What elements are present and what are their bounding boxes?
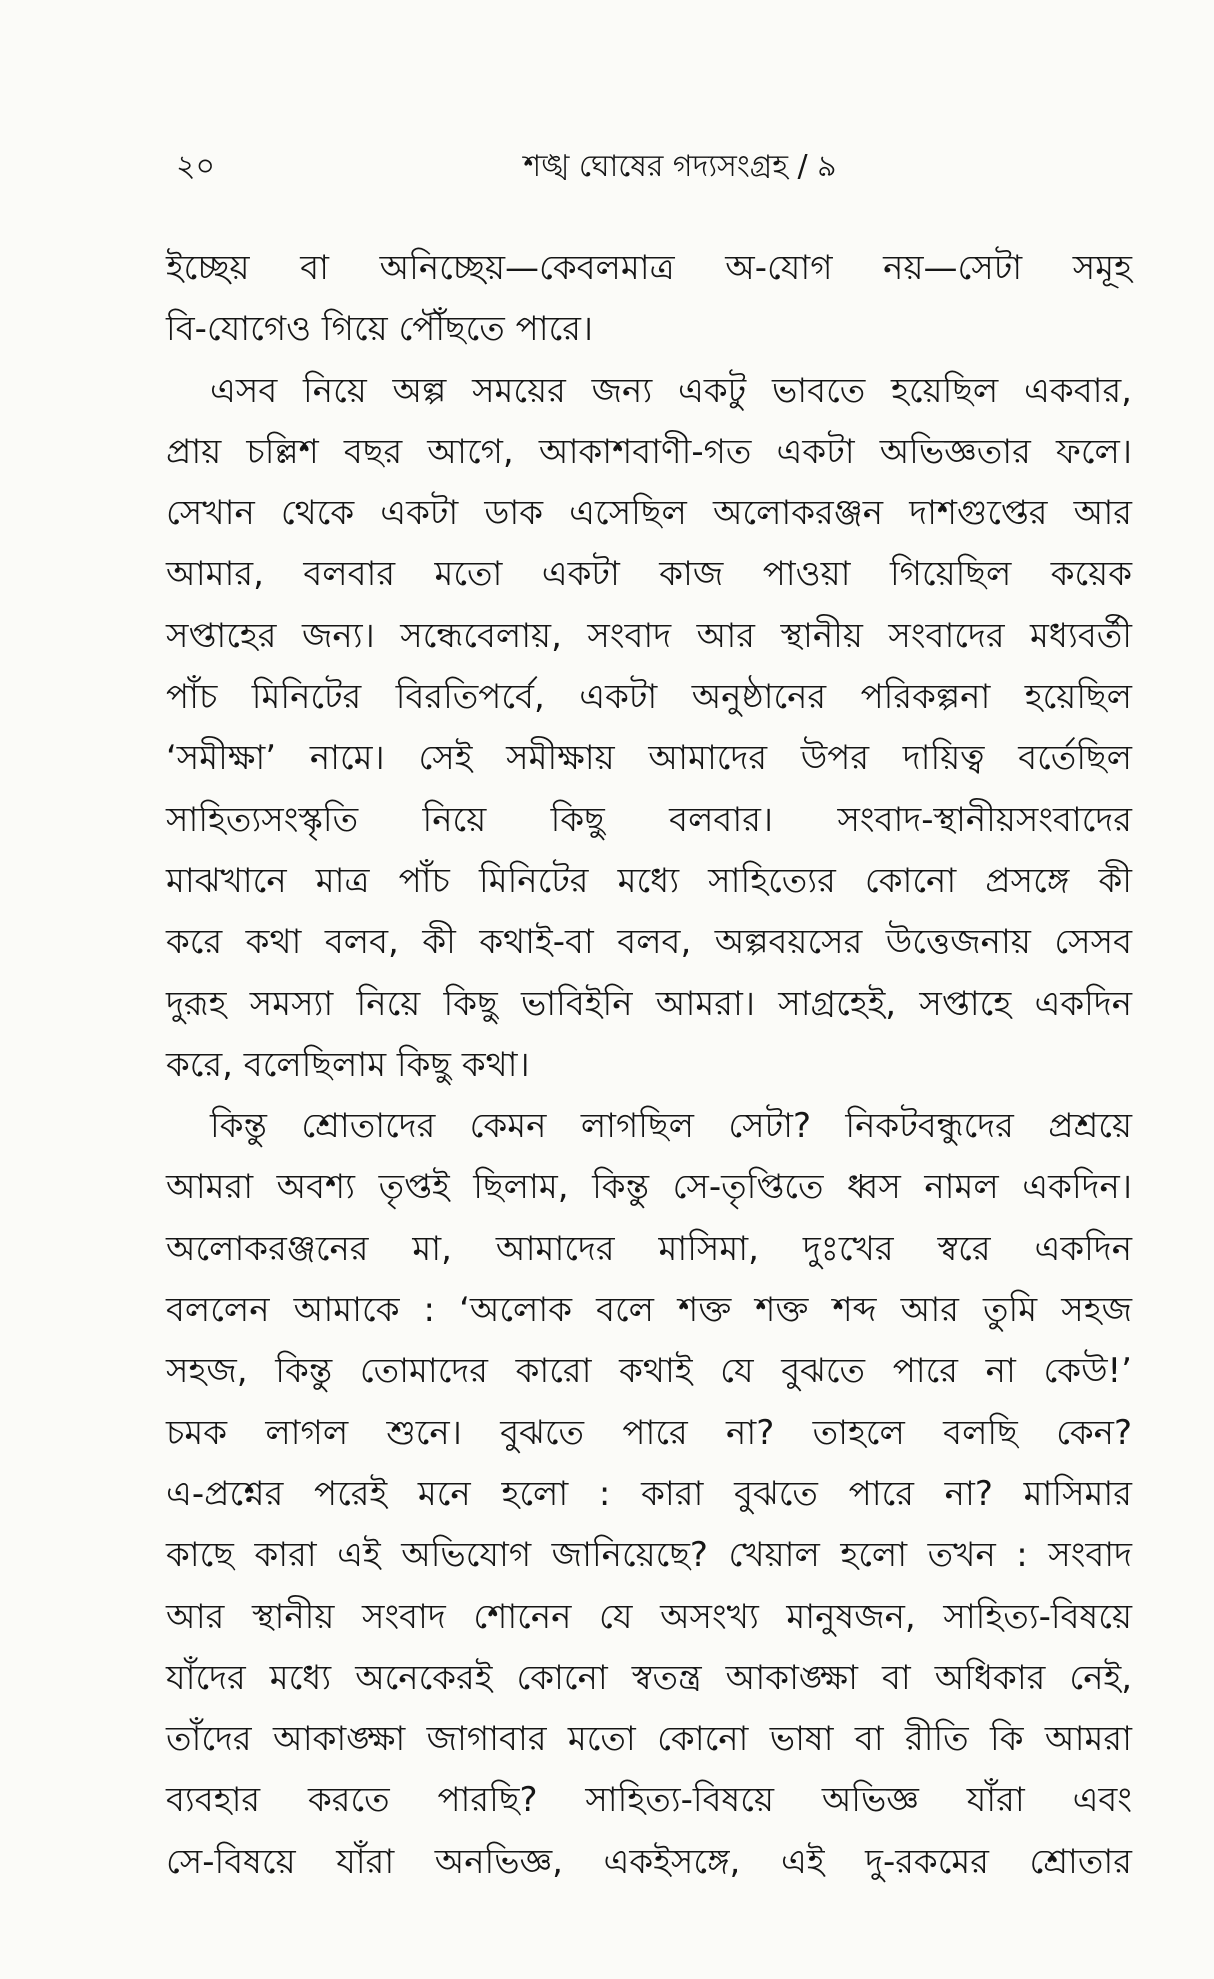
text-line: সহজ, কিন্তু তোমাদের কারো কথাই যে বুঝতে পারে না কেউ!’ xyxy=(166,1351,1132,1392)
text-line: বি-যোগেও গিয়ে পৌঁছতে পারে। xyxy=(166,309,594,350)
body-text xyxy=(166,238,1132,1893)
text-line: বললেন আমাকে : ‘অলোক বলে শক্ত শক্ত শব্দ আর তুমি সহজ xyxy=(166,1290,1132,1331)
paragraph-first-line: কিন্তু শ্রোতাদের কেমন লাগছিল সেটা? নিকটবন্ধুদের প্রশ্রয়ে xyxy=(210,1106,1132,1147)
text-line: সপ্তাহের জন্য। সন্ধেবেলায়, সংবাদ আর স্থানীয় সংবাদের মধ্যবর্তী xyxy=(166,615,1132,656)
running-title: শঙ্খ ঘোষের গদ্যসংগ্রহ / ৯ xyxy=(523,149,837,184)
text-line: আমরা অবশ্য তৃপ্তই ছিলাম, কিন্তু সে-তৃপ্তিতে ধ্বস নামল একদিন। xyxy=(166,1167,1132,1208)
text-line: চমক লাগল শুনে। বুঝতে পারে না? তাহলে বলছি কেন? xyxy=(166,1412,1132,1453)
text-line: মাঝখানে মাত্র পাঁচ মিনিটের মধ্যে সাহিত্যের কোনো প্রসঙ্গে কী xyxy=(166,860,1132,901)
text-line: যাঁদের মধ্যে অনেকেরই কোনো স্বতন্ত্র আকাঙ্ক্ষা বা অধিকার নেই, xyxy=(166,1657,1132,1698)
text-line: অলোকরঞ্জনের মা, আমাদের মাসিমা, দুঃখের স্বরে একদিন xyxy=(166,1228,1132,1269)
text-line: আমার, বলবার মতো একটা কাজ পাওয়া গিয়েছিল কয়েক xyxy=(166,554,1132,595)
text-line: করে, বলেছিলাম কিছু কথা। xyxy=(166,1044,530,1085)
text-line: করে কথা বলব, কী কথাই-বা বলব, অল্পবয়সের উত্তেজনায় সেসব xyxy=(166,922,1132,963)
text-line: ব্যবহার করতে পারছি? সাহিত্য-বিষয়ে অভিজ্ঞ যাঁরা এবং xyxy=(166,1780,1132,1821)
text-line: প্রায় চল্লিশ বছর আগে, আকাশবাণী-গত একটা অভিজ্ঞতার ফলে। xyxy=(166,431,1132,472)
text-line: সাহিত্যসংস্কৃতি নিয়ে কিছু বলবার। সংবাদ-স্থানীয়সংবাদের xyxy=(166,799,1132,840)
text-line: কাছে কারা এই অভিযোগ জানিয়েছে? খেয়াল হলো তখন : সংবাদ xyxy=(166,1535,1132,1576)
text-line: পাঁচ মিনিটের বিরতিপর্বে, একটা অনুষ্ঠানের পরিকল্পনা হয়েছিল xyxy=(166,677,1132,718)
text-line: তাঁদের আকাঙ্ক্ষা জাগাবার মতো কোনো ভাষা বা রীতি কি আমরা xyxy=(166,1719,1132,1760)
text-line: এ-প্রশ্নের পরেই মনে হলো : কারা বুঝতে পারে না? মাসিমার xyxy=(166,1473,1132,1514)
page-number: ২০ xyxy=(176,149,216,184)
text-line: ‘সমীক্ষা’ নামে। সেই সমীক্ষায় আমাদের উপর দায়িত্ব বর্তেছিল xyxy=(166,738,1132,779)
paragraph-first-line: এসব নিয়ে অল্প সময়ের জন্য একটু ভাবতে হয়েছিল একবার, xyxy=(210,370,1132,411)
text-line: ইচ্ছেয় বা অনিচ্ছেয়—কেবলমাত্র অ-যোগ নয়—সেটা সমূহ xyxy=(166,248,1132,288)
text-line: দুরূহ সমস্যা নিয়ে কিছু ভাবিইনি আমরা। সাগ্রহেই, সপ্তাহে একদিন xyxy=(166,983,1132,1024)
text-line: সে-বিষয়ে যাঁরা অনভিজ্ঞ, একইসঙ্গে, এই দু-রকমের শ্রোতার xyxy=(166,1841,1132,1882)
text-line: সেখান থেকে একটা ডাক এসেছিল অলোকরঞ্জন দাশগুপ্তের আর xyxy=(166,493,1132,534)
text-line: আর স্থানীয় সংবাদ শোনেন যে অসংখ্য মানুষজন, সাহিত্য-বিষয়ে xyxy=(166,1596,1132,1637)
